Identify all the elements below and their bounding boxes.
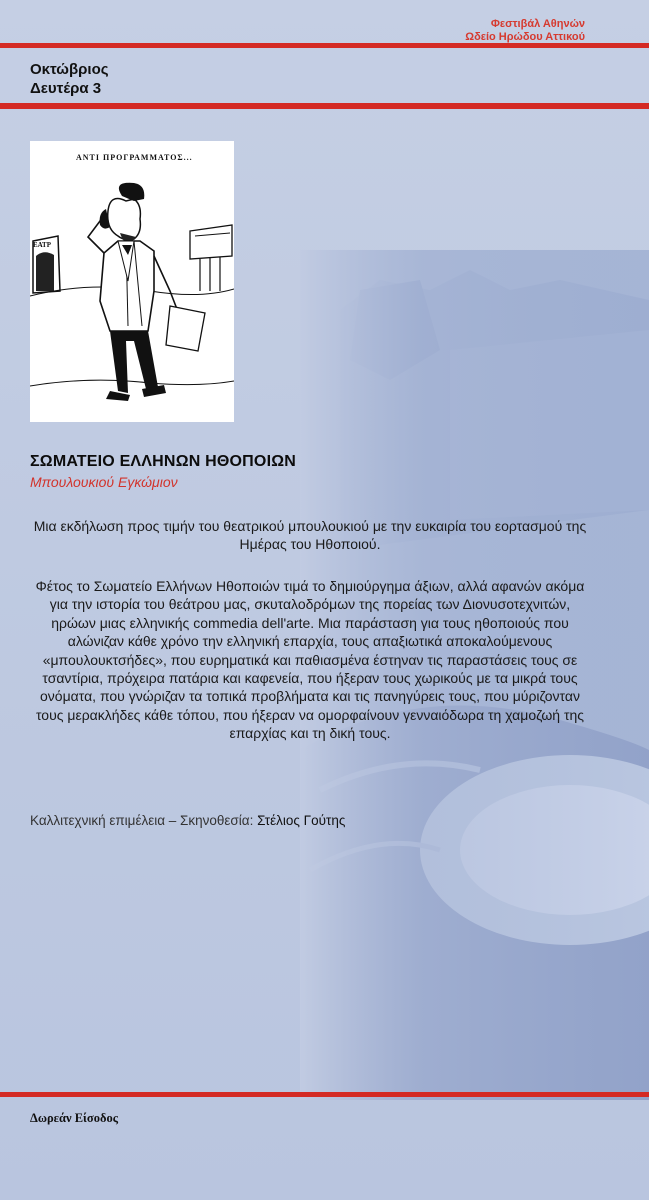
event-date <box>30 60 109 98</box>
event-title: ΣΩΜΑΤΕΙΟ ΕΛΛΗΝΩΝ ΗΘΟΠΟΙΩΝ <box>30 453 296 470</box>
caricature-illustration <box>30 141 234 422</box>
director-name: Στέλιος Γούτης <box>257 813 346 828</box>
top-divider <box>0 43 649 48</box>
event-subtitle: Μπουλουκιού Εγκώμιον <box>30 474 178 490</box>
free-entry-note: Δωρεάν Είσοδος <box>30 1111 118 1125</box>
date-divider <box>0 103 649 109</box>
description-paragraph-2: Φέτος το Σωματείο Ελλήνων Ηθοποιών τιμά το δημιούργημα άξιων, αλλά αφανών ακόμα για την ιστορία του θεάτρου μας, σκυταλοδρόμων της πορείας των Διονυσοτεχνιτών, ηρώων μιας ελληνικής commedia dell'arte. Μια παράσταση για τους ηθοποιούς που αλώνιζαν κάθε χρόνο την ελληνική επαρχία, τους απαξιωτικά αποκαλούμενους «μπουλουκτσήδες», που ευρηματικά και παθιασμένα έστηναν τις παραστάσεις τους σε τσαντίρια, πρόχειρα πατάρια και καφενεία, που ήξεραν τους χωρικούς με τα μικρά τους ονόματα, που γνώριζαν τα τοπικά προβλήματα και τις πανηγύρεις τους, που μύριζονταν τους μερακλήδες κάθε τόπου, που ήξεραν να ομορφαίνουν γενναιόδωρα τη χαμοζωή της επαρχίας και τη δική τους. <box>35 578 585 742</box>
festival-name: Φεστιβάλ Αθηνών <box>490 18 585 30</box>
caricature-drawing <box>30 141 234 422</box>
illustration-caption: ΑΝΤΙ ΠΡΟΓΡΑΜΜΑΤΟΣ... <box>76 153 193 162</box>
event-day: Δευτέρα 3 <box>30 80 102 97</box>
credits-label: Καλλιτεχνική επιμέλεια – Σκηνοθεσία: <box>30 813 254 828</box>
festival-header <box>465 18 585 44</box>
festival-venue: Ωδείο Ηρώδου Αττικού <box>465 31 585 43</box>
credits <box>30 813 345 828</box>
theatre-sign: ΕΑΤΡ <box>33 241 51 249</box>
description-paragraph-1: Μια εκδήλωση προς τιμήν του θεατρικού μπουλουκιού με την ευκαιρία του εορτασμού της Ημέρας του Ηθοποιού. <box>33 518 587 553</box>
bottom-divider <box>0 1092 649 1097</box>
event-month: Οκτώβριος <box>30 61 109 78</box>
